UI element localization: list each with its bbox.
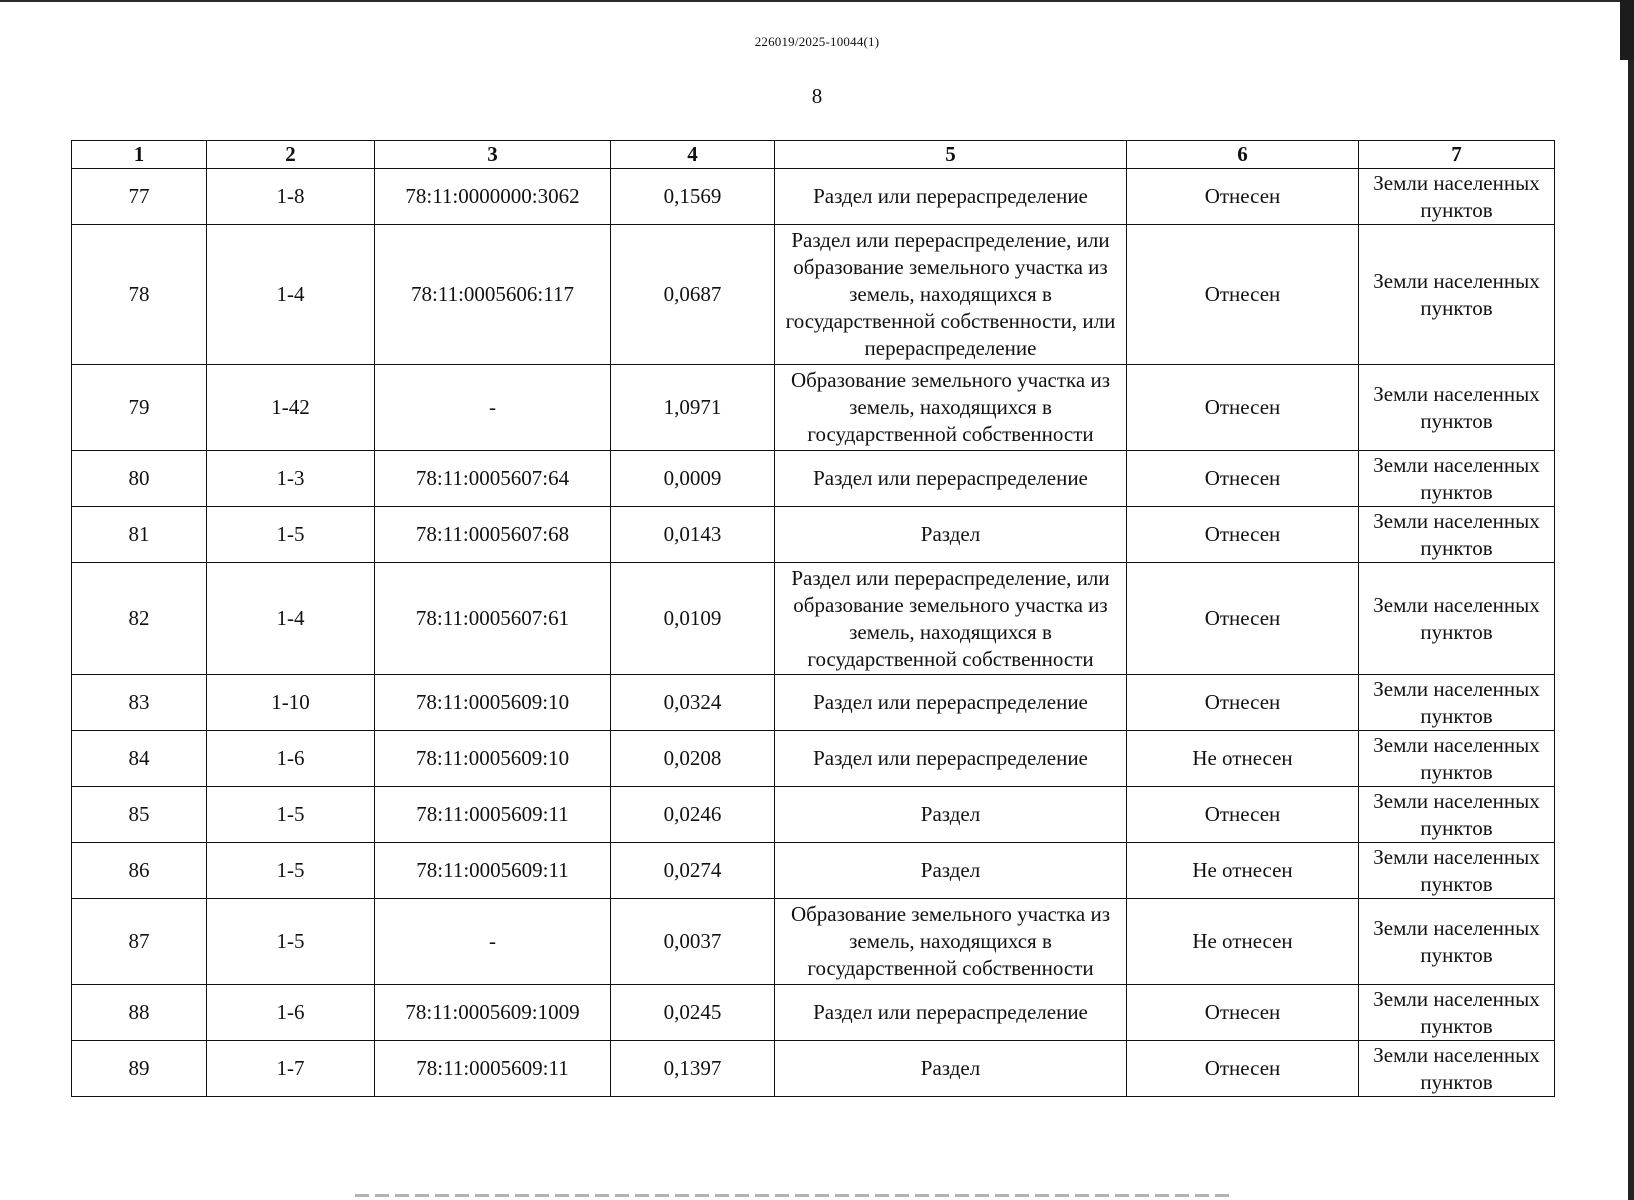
- land-category-cell: Земли населенных пунктов: [1359, 1041, 1555, 1097]
- scan-border-right: [1620, 0, 1634, 60]
- operation-cell: Раздел или перераспределение: [775, 169, 1127, 225]
- cadastral-number-cell: -: [375, 365, 611, 451]
- scan-artifact-line: [355, 1194, 1235, 1197]
- operation-cell: Раздел или перераспределение: [775, 731, 1127, 787]
- cadastral-number-cell: 78:11:0005609:10: [375, 675, 611, 731]
- area-cell: 0,0037: [611, 899, 775, 985]
- column-header: 5: [775, 141, 1127, 169]
- row-number-cell: 79: [72, 365, 207, 451]
- point-range-cell: 1-42: [207, 365, 375, 451]
- table-row: [72, 899, 1555, 985]
- land-category-cell: Земли населенных пунктов: [1359, 451, 1555, 507]
- status-cell: Отнесен: [1127, 675, 1359, 731]
- area-cell: 0,0143: [611, 507, 775, 563]
- cadastral-number-cell: 78:11:0005609:10: [375, 731, 611, 787]
- land-category-cell: Земли населенных пунктов: [1359, 225, 1555, 365]
- table-row: [72, 731, 1555, 787]
- operation-cell: Раздел: [775, 1041, 1127, 1097]
- row-number-cell: 83: [72, 675, 207, 731]
- operation-cell: Образование земельного участка из земель, находящихся в государственной собственности: [775, 365, 1127, 451]
- area-cell: 0,1569: [611, 169, 775, 225]
- land-category-cell: Земли населенных пунктов: [1359, 169, 1555, 225]
- table-row: [72, 563, 1555, 675]
- table-row: [72, 451, 1555, 507]
- operation-cell: Раздел: [775, 507, 1127, 563]
- table-row: [72, 675, 1555, 731]
- land-category-cell: Земли населенных пунктов: [1359, 787, 1555, 843]
- status-cell: Не отнесен: [1127, 731, 1359, 787]
- point-range-cell: 1-5: [207, 507, 375, 563]
- area-cell: 1,0971: [611, 365, 775, 451]
- land-plots-table: [71, 140, 1555, 1097]
- status-cell: Отнесен: [1127, 1041, 1359, 1097]
- column-header: 4: [611, 141, 775, 169]
- point-range-cell: 1-4: [207, 563, 375, 675]
- row-number-cell: 81: [72, 507, 207, 563]
- table-header-row: [72, 141, 1555, 169]
- table-row: [72, 507, 1555, 563]
- row-number-cell: 89: [72, 1041, 207, 1097]
- status-cell: Отнесен: [1127, 985, 1359, 1041]
- row-number-cell: 78: [72, 225, 207, 365]
- table-row: [72, 169, 1555, 225]
- status-cell: Отнесен: [1127, 169, 1359, 225]
- area-cell: 0,0687: [611, 225, 775, 365]
- table-row: [72, 365, 1555, 451]
- column-header: 7: [1359, 141, 1555, 169]
- scan-border-top: [0, 0, 1634, 2]
- point-range-cell: 1-7: [207, 1041, 375, 1097]
- table-row: [72, 787, 1555, 843]
- cadastral-number-cell: 78:11:0005607:61: [375, 563, 611, 675]
- table-row: [72, 985, 1555, 1041]
- row-number-cell: 88: [72, 985, 207, 1041]
- table-row: [72, 225, 1555, 365]
- area-cell: 0,0324: [611, 675, 775, 731]
- land-plots-table-container: [71, 140, 1554, 1097]
- land-category-cell: Земли населенных пунктов: [1359, 731, 1555, 787]
- status-cell: Отнесен: [1127, 507, 1359, 563]
- land-category-cell: Земли населенных пунктов: [1359, 843, 1555, 899]
- status-cell: Отнесен: [1127, 225, 1359, 365]
- operation-cell: Раздел или перераспределение: [775, 451, 1127, 507]
- status-cell: Отнесен: [1127, 365, 1359, 451]
- column-header: 1: [72, 141, 207, 169]
- point-range-cell: 1-6: [207, 731, 375, 787]
- land-category-cell: Земли населенных пунктов: [1359, 563, 1555, 675]
- table-row: [72, 843, 1555, 899]
- row-number-cell: 84: [72, 731, 207, 787]
- cadastral-number-cell: 78:11:0005609:11: [375, 1041, 611, 1097]
- row-number-cell: 85: [72, 787, 207, 843]
- area-cell: 0,0245: [611, 985, 775, 1041]
- land-category-cell: Земли населенных пунктов: [1359, 985, 1555, 1041]
- operation-cell: Раздел или перераспределение: [775, 675, 1127, 731]
- land-category-cell: Земли населенных пунктов: [1359, 899, 1555, 985]
- status-cell: Не отнесен: [1127, 899, 1359, 985]
- area-cell: 0,0274: [611, 843, 775, 899]
- row-number-cell: 77: [72, 169, 207, 225]
- row-number-cell: 80: [72, 451, 207, 507]
- point-range-cell: 1-8: [207, 169, 375, 225]
- status-cell: Не отнесен: [1127, 843, 1359, 899]
- area-cell: 0,0109: [611, 563, 775, 675]
- land-category-cell: Земли населенных пунктов: [1359, 675, 1555, 731]
- cadastral-number-cell: 78:11:0005606:117: [375, 225, 611, 365]
- status-cell: Отнесен: [1127, 787, 1359, 843]
- cadastral-number-cell: 78:11:0005607:68: [375, 507, 611, 563]
- operation-cell: Раздел: [775, 787, 1127, 843]
- cadastral-number-cell: 78:11:0005609:1009: [375, 985, 611, 1041]
- operation-cell: Образование земельного участка из земель, находящихся в государственной собственности: [775, 899, 1127, 985]
- row-number-cell: 86: [72, 843, 207, 899]
- point-range-cell: 1-6: [207, 985, 375, 1041]
- cadastral-number-cell: 78:11:0005609:11: [375, 787, 611, 843]
- column-header: 6: [1127, 141, 1359, 169]
- operation-cell: Раздел или перераспределение, или образование земельного участка из земель, находящихся в государственной собственности, или перераспределение: [775, 225, 1127, 365]
- scan-border-right-lower: [1628, 60, 1634, 1200]
- operation-cell: Раздел: [775, 843, 1127, 899]
- point-range-cell: 1-5: [207, 843, 375, 899]
- point-range-cell: 1-10: [207, 675, 375, 731]
- row-number-cell: 82: [72, 563, 207, 675]
- area-cell: 0,0009: [611, 451, 775, 507]
- land-category-cell: Земли населенных пунктов: [1359, 365, 1555, 451]
- point-range-cell: 1-5: [207, 787, 375, 843]
- operation-cell: Раздел или перераспределение: [775, 985, 1127, 1041]
- status-cell: Отнесен: [1127, 563, 1359, 675]
- area-cell: 0,0208: [611, 731, 775, 787]
- cadastral-number-cell: -: [375, 899, 611, 985]
- area-cell: 0,1397: [611, 1041, 775, 1097]
- row-number-cell: 87: [72, 899, 207, 985]
- column-header: 2: [207, 141, 375, 169]
- table-row: [72, 1041, 1555, 1097]
- land-category-cell: Земли населенных пунктов: [1359, 507, 1555, 563]
- point-range-cell: 1-5: [207, 899, 375, 985]
- operation-cell: Раздел или перераспределение, или образование земельного участка из земель, находящихся в государственной собственности: [775, 563, 1127, 675]
- column-header: 3: [375, 141, 611, 169]
- document-number: 226019/2025-10044(1): [754, 34, 880, 49]
- cadastral-number-cell: 78:11:0005609:11: [375, 843, 611, 899]
- area-cell: 0,0246: [611, 787, 775, 843]
- cadastral-number-cell: 78:11:0005607:64: [375, 451, 611, 507]
- page-number: 8: [811, 84, 823, 108]
- point-range-cell: 1-3: [207, 451, 375, 507]
- cadastral-number-cell: 78:11:0000000:3062: [375, 169, 611, 225]
- point-range-cell: 1-4: [207, 225, 375, 365]
- status-cell: Отнесен: [1127, 451, 1359, 507]
